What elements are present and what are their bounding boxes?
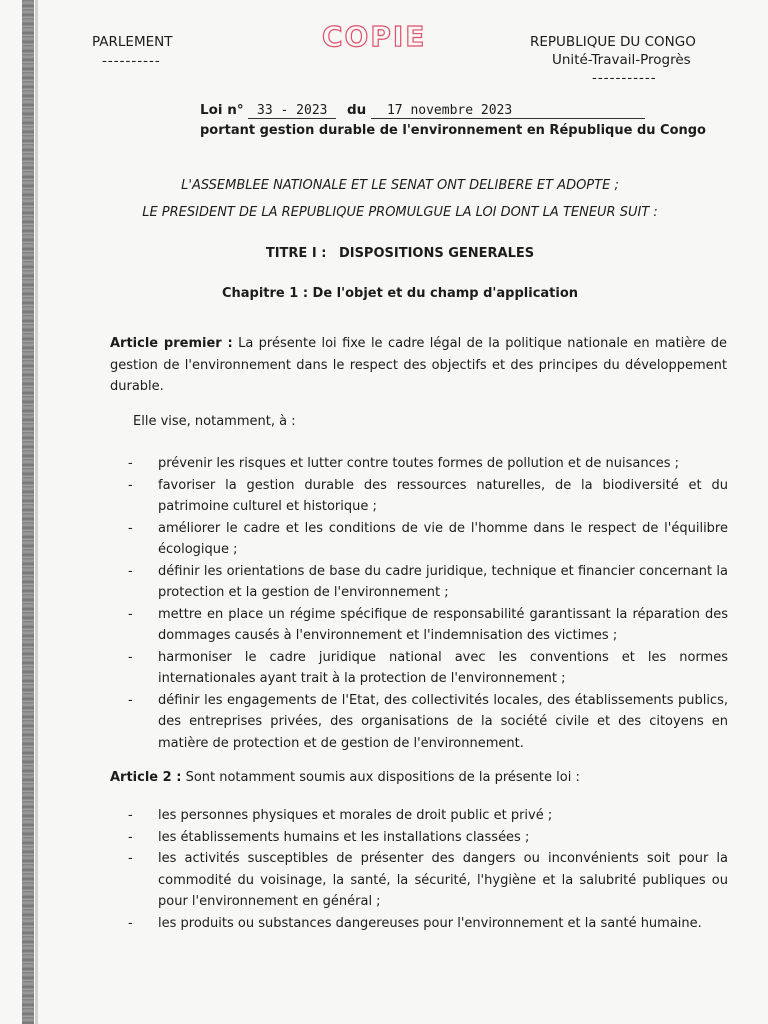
list-item-text: définir les engagements de l'Etat, des collectivités locales, des établissements publics, des entreprises privées, des organisations de la société civile et des citoyens en matière de protection et de gestion de l'environnement. [158,692,728,751]
article-premier-list [128,453,728,754]
list-dash: - [128,808,133,823]
header-republique: REPUBLIQUE DU CONGO [530,34,696,50]
list-item-text: harmoniser le cadre juridique national avec les conventions et les normes internationales ayant trait à la protection de l'environnement ; [158,649,728,686]
header-left-rule: ---------- [102,53,161,69]
list-item-text: prévenir les risques et lutter contre toutes formes de pollution et de nuisances ; [158,456,680,471]
titre-label: TITRE I : [265,246,327,261]
list-dash: - [128,649,133,665]
list-dash: - [128,851,133,866]
article-premier-intro: Elle vise, notamment, à : [133,414,296,429]
list-item-text: les produits ou substances dangereuses pour l'environnement et la santé humaine. [158,915,702,931]
law-du: du [346,102,367,118]
article-2 [110,767,727,789]
list-item-text: mettre en place un régime spécifique de responsabilité garantissant la réparation des dommages causés à l'environnement et l'indemnisation des victimes ; [158,606,728,643]
article-2-text: Sont notamment soumis aux dispositions de la présente loi : [185,770,580,785]
list-item-text: les activités susceptibles de présenter des dangers ou inconvénients soit pour la commodité du voisinage, la santé, la sécurité, l'hygiène et la salubrité publiques ou pour l'environnement en général ; [158,851,728,909]
list-item-text: les personnes physiques et morales de droit public et privé ; [158,808,553,823]
article-2-list [128,805,728,934]
header-right-rule: ----------- [592,70,657,86]
law-number: 33 - 2023 [248,104,336,119]
scan-edge-shadow [35,0,38,1024]
list-item [128,453,728,475]
list-item [128,561,728,604]
header-parlement: PARLEMENT [92,34,173,50]
list-item-text: les établissements humains et les installations classées ; [158,829,530,845]
preamble-line-1: L'ASSEMBLEE NATIONALE ET LE SENAT ONT DELIBERE ET ADOPTE ; [181,178,619,193]
scan-edge [22,0,34,1024]
copie-stamp: COPIE [322,20,427,53]
titre-name: DISPOSITIONS GENERALES [338,246,535,261]
list-dash: - [128,477,133,493]
titre-heading [60,246,740,261]
article-premier-label: Article premier : [110,336,233,351]
list-item [128,690,728,755]
list-item [128,604,728,647]
article-2-label: Article 2 : [110,770,182,785]
list-item [128,475,728,518]
list-item [128,518,728,561]
list-dash: - [128,520,133,536]
list-item [128,848,728,913]
list-item-text: définir les orientations de base du cadre juridique, technique et financier concernant la protection et la gestion de l'environnement ; [158,563,728,600]
law-date: 17 novembre 2023 [371,104,645,119]
article-premier [110,333,727,398]
list-item [128,827,728,849]
law-heading [200,102,645,119]
chapitre-heading: Chapitre 1 : De l'objet et du champ d'application [221,286,579,301]
list-dash: - [128,606,133,622]
list-dash: - [128,456,133,471]
preamble-line-2: LE PRESIDENT DE LA REPUBLIQUE PROMULGUE LA LOI DONT LA TENEUR SUIT : [142,205,658,220]
list-item [128,913,728,935]
header-motto: Unité-Travail-Progrès [552,52,691,68]
list-item-text: favoriser la gestion durable des ressources naturelles, de la biodiversité et du patrimoine culturel et historique ; [158,477,728,514]
list-dash: - [128,915,133,931]
list-dash: - [128,563,133,579]
list-item [128,647,728,690]
list-item [128,805,728,827]
law-prefix: Loi n° [200,102,244,118]
law-subtitle: portant gestion durable de l'environnement en République du Congo [200,123,706,138]
list-dash: - [128,692,133,708]
list-item-text: améliorer le cadre et les conditions de vie de l'homme dans le respect de l'équilibre écologique ; [158,520,728,557]
list-dash: - [128,829,133,845]
article-premier-text: La présente loi fixe le cadre légal de la politique nationale en matière de gestion de l'environnement dans le respect des objectifs et des principes du développement durable. [110,336,727,394]
